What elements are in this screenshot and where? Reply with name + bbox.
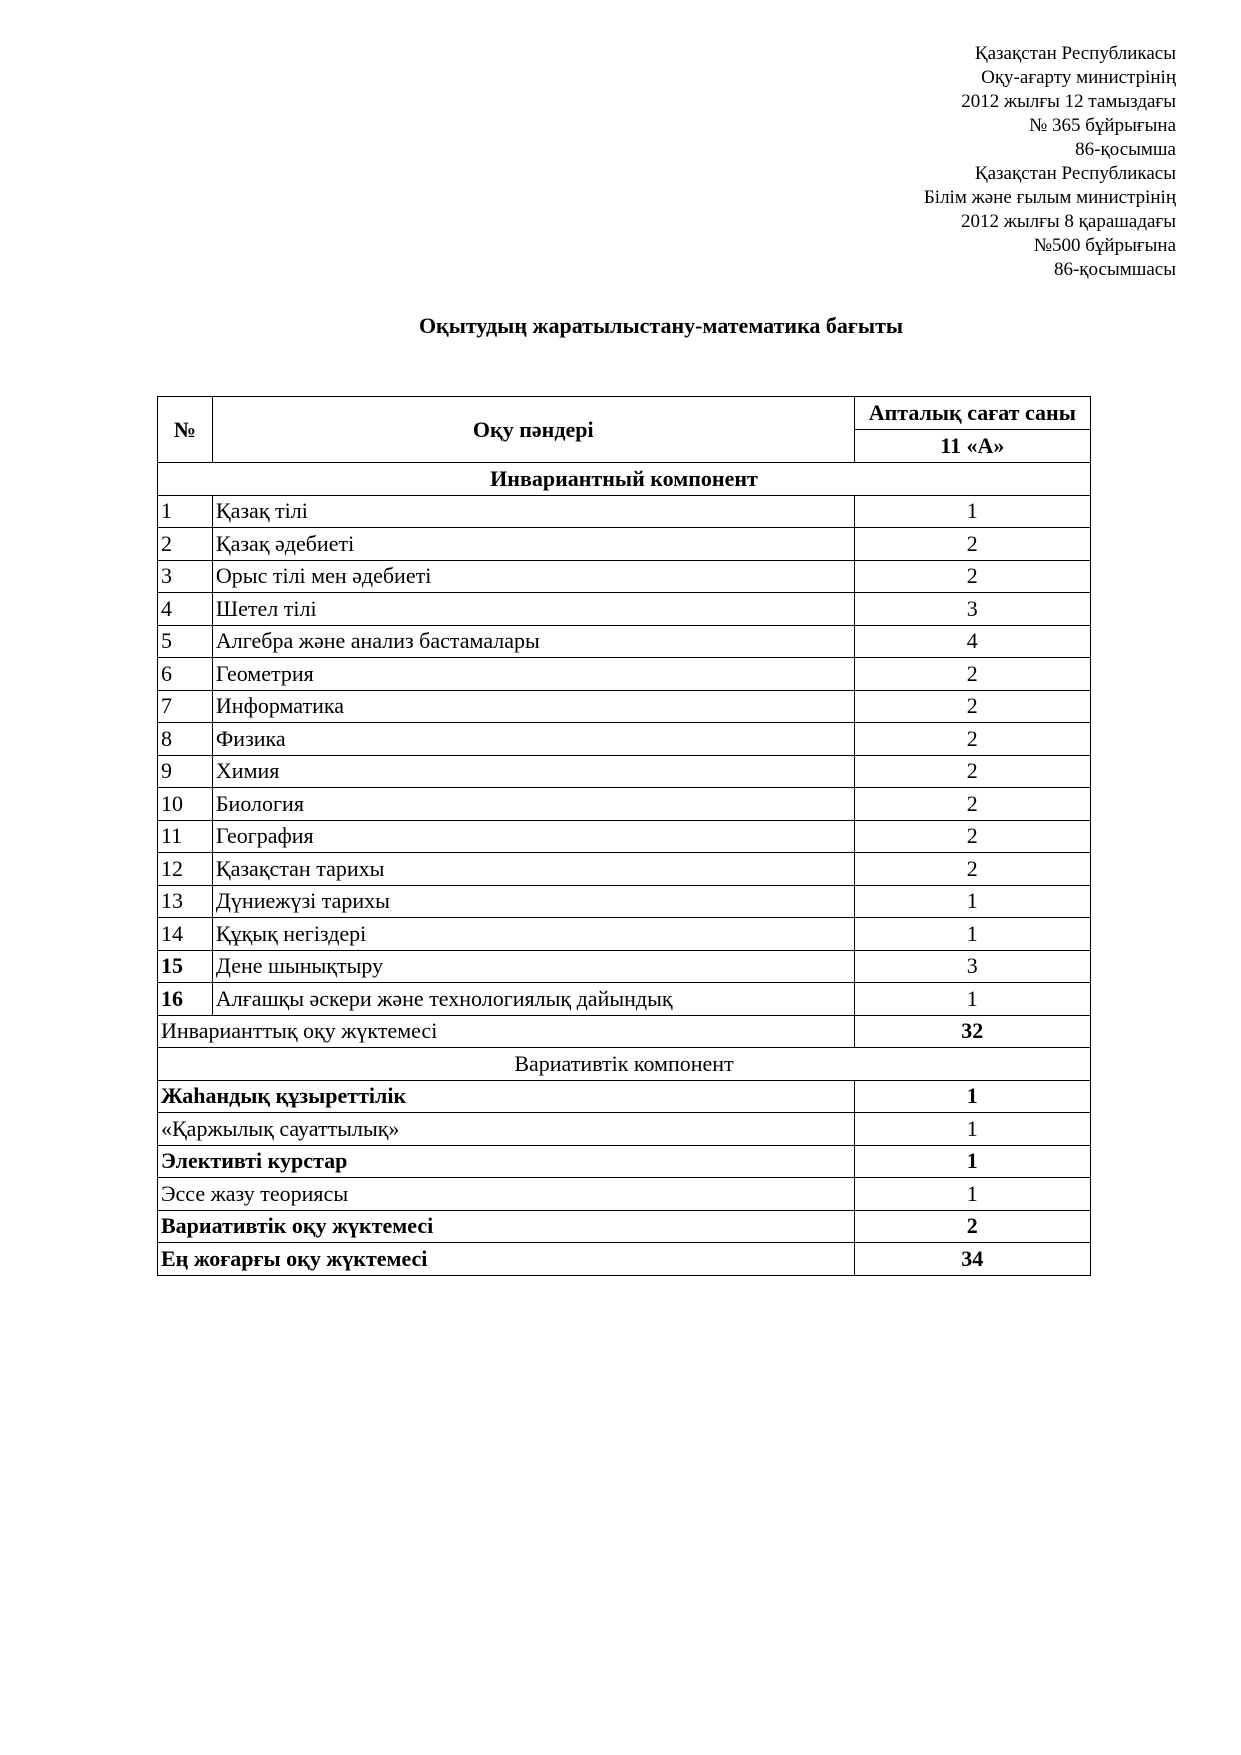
header-line: № 365 бұйрығына xyxy=(1029,115,1176,136)
table-row xyxy=(158,690,1091,723)
header-number: № xyxy=(158,397,213,463)
table-row xyxy=(158,1080,1091,1113)
row-number: 9 xyxy=(158,755,213,788)
table-row xyxy=(158,788,1091,821)
subject-hours: 2 xyxy=(854,690,1090,723)
subject-hours: 2 xyxy=(854,723,1090,756)
header-class: 11 «А» xyxy=(854,430,1090,463)
table-row xyxy=(158,1243,1091,1276)
row-number: 13 xyxy=(158,885,213,918)
variative-hours: 2 xyxy=(854,1210,1090,1243)
table-row xyxy=(158,495,1091,528)
row-number: 15 xyxy=(158,950,213,983)
subject-name: Дүниежүзі тарихы xyxy=(212,885,854,918)
document-title: Оқытудың жаратылыстану-математика бағыты xyxy=(418,313,904,338)
subject-name: Орыс тілі мен әдебиеті xyxy=(212,560,854,593)
subject-name: Шетел тілі xyxy=(212,593,854,626)
subject-hours: 1 xyxy=(854,983,1090,1016)
header-line: Білім және ғылым министрінің xyxy=(923,187,1176,208)
subject-hours: 2 xyxy=(854,528,1090,561)
row-number: 14 xyxy=(158,918,213,951)
header-line: 86-қосымша xyxy=(1075,139,1176,160)
table-row xyxy=(158,1145,1091,1178)
table-row xyxy=(158,1178,1091,1211)
variative-label: Эссе жазу теориясы xyxy=(158,1178,855,1211)
variative-rows xyxy=(158,1080,1091,1275)
subject-hours: 2 xyxy=(854,788,1090,821)
header-subjects: Оқу пәндері xyxy=(212,397,854,463)
subject-name: Алгебра және анализ бастамалары xyxy=(212,625,854,658)
row-number: 2 xyxy=(158,528,213,561)
table-row xyxy=(158,1113,1091,1146)
subject-hours: 1 xyxy=(854,495,1090,528)
subject-hours: 2 xyxy=(854,658,1090,691)
subject-name: Алғашқы әскери және технологиялық дайындық xyxy=(212,983,854,1016)
subject-name: Қазақ әдебиеті xyxy=(212,528,854,561)
row-number: 16 xyxy=(158,983,213,1016)
variative-hours: 34 xyxy=(854,1243,1090,1276)
curriculum-table xyxy=(157,396,1091,1276)
table-row xyxy=(158,625,1091,658)
table-row xyxy=(158,755,1091,788)
subject-name: Дене шынықтыру xyxy=(212,950,854,983)
variative-hours: 1 xyxy=(854,1145,1090,1178)
row-number: 1 xyxy=(158,495,213,528)
subject-hours: 1 xyxy=(854,918,1090,951)
table-row xyxy=(158,853,1091,886)
subject-hours: 2 xyxy=(854,755,1090,788)
row-number: 10 xyxy=(158,788,213,821)
table-row xyxy=(158,820,1091,853)
variative-hours: 1 xyxy=(854,1178,1090,1211)
header-line: №500 бұйрығына xyxy=(1033,235,1176,256)
variative-label: Жаһандық құзыреттілік xyxy=(158,1080,855,1113)
subject-name: Информатика xyxy=(212,690,854,723)
variative-label: «Қаржылық сауаттылық» xyxy=(158,1113,855,1146)
subject-name: Физика xyxy=(212,723,854,756)
table-row xyxy=(158,593,1091,626)
table-row xyxy=(158,1210,1091,1243)
header-line: 2012 жылғы 8 қарашадағы xyxy=(960,211,1176,232)
variative-hours: 1 xyxy=(854,1080,1090,1113)
subject-hours: 2 xyxy=(854,853,1090,886)
invariant-heading: Инвариантный компонент xyxy=(158,463,1091,496)
invariant-total-value: 32 xyxy=(854,1015,1090,1048)
table-row xyxy=(158,560,1091,593)
invariant-rows xyxy=(158,495,1091,1015)
variative-label: Элективті курстар xyxy=(158,1145,855,1178)
header-line: Қазақстан Республикасы xyxy=(974,43,1176,64)
header-line: Оқу-ағарту министрінің xyxy=(981,67,1176,88)
row-number: 11 xyxy=(158,820,213,853)
row-number: 12 xyxy=(158,853,213,886)
row-number: 5 xyxy=(158,625,213,658)
row-number: 4 xyxy=(158,593,213,626)
invariant-total-label: Инварианттық оқу жүктемесі xyxy=(158,1015,855,1048)
variative-label: Ең жоғарғы оқу жүктемесі xyxy=(158,1243,855,1276)
subject-name: Геометрия xyxy=(212,658,854,691)
table-row xyxy=(158,950,1091,983)
subject-hours: 3 xyxy=(854,950,1090,983)
variative-heading: Вариативтік компонент xyxy=(158,1048,1091,1081)
row-number: 8 xyxy=(158,723,213,756)
subject-name: Биология xyxy=(212,788,854,821)
header-line: 86-қосымшасы xyxy=(1053,259,1176,280)
row-number: 3 xyxy=(158,560,213,593)
subject-name: Қазақ тілі xyxy=(212,495,854,528)
approval-header xyxy=(924,42,1176,282)
subject-name: География xyxy=(212,820,854,853)
header-line: Қазақстан Республикасы xyxy=(974,163,1176,184)
subject-hours: 4 xyxy=(854,625,1090,658)
subject-hours: 2 xyxy=(854,560,1090,593)
variative-label: Вариативтік оқу жүктемесі xyxy=(158,1210,855,1243)
variative-hours: 1 xyxy=(854,1113,1090,1146)
table-row xyxy=(158,983,1091,1016)
table-row xyxy=(158,723,1091,756)
table-row xyxy=(158,918,1091,951)
header-line: 2012 жылғы 12 тамыздағы xyxy=(961,91,1176,112)
subject-hours: 1 xyxy=(854,885,1090,918)
table-header-row xyxy=(158,397,1091,430)
row-number: 7 xyxy=(158,690,213,723)
table-row xyxy=(158,658,1091,691)
subject-hours: 2 xyxy=(854,820,1090,853)
row-number: 6 xyxy=(158,658,213,691)
section-row xyxy=(158,1048,1091,1081)
subject-name: Химия xyxy=(212,755,854,788)
table-row xyxy=(158,1015,1091,1048)
table-row xyxy=(158,885,1091,918)
subject-name: Қазақстан тарихы xyxy=(212,853,854,886)
table-row xyxy=(158,528,1091,561)
subject-name: Құқық негіздері xyxy=(212,918,854,951)
header-weekly-hours: Апталық сағат саны xyxy=(854,397,1090,430)
subject-hours: 3 xyxy=(854,593,1090,626)
section-row xyxy=(158,463,1091,496)
